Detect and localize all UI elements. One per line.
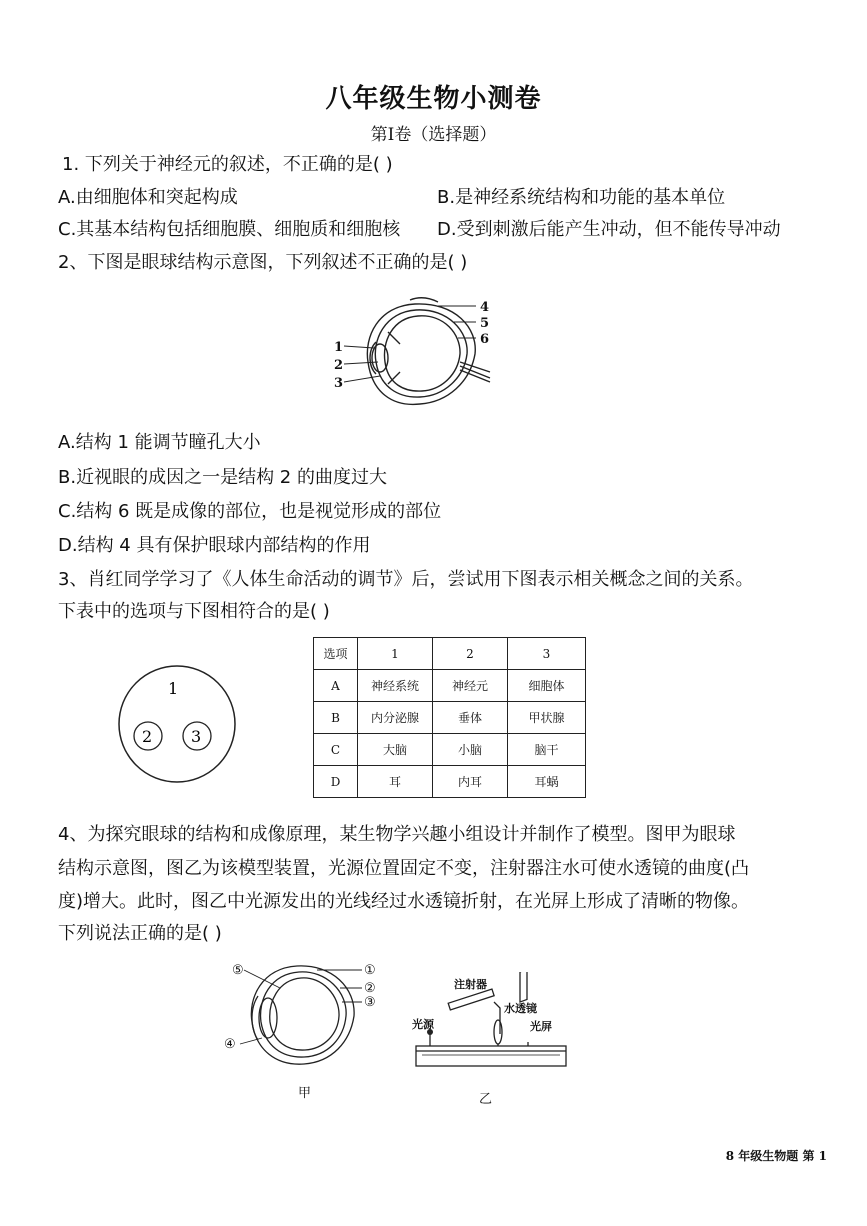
circle-label-2: 2 — [142, 727, 153, 746]
eye-label-4: 4 — [480, 300, 490, 315]
q3-stem-line2: 下表中的选项与下图相符合的是( ) — [58, 601, 330, 622]
q1-option-c: C.其基本结构包括细胞膜、细胞质和细胞核 — [58, 219, 401, 240]
eye-label-2: 2 — [334, 358, 344, 373]
table-cell: 耳 — [358, 766, 433, 798]
options-table — [313, 637, 586, 798]
q3-stem-line1: 3、肖红同学学习了《人体生命活动的调节》后，尝试用下图表示相关概念之间的关系。 — [58, 569, 754, 590]
light-source-label: 光源 — [412, 1018, 434, 1031]
table-header-cell: 选项 — [314, 638, 358, 670]
table-cell: D — [314, 766, 358, 798]
table-header-cell: 2 — [433, 638, 508, 670]
q1-option-d: D.受到刺激后能产生冲动，但不能传导冲动 — [437, 219, 781, 240]
circle-label-1: 1 — [168, 679, 179, 698]
syringe-label: 注射器 — [454, 978, 487, 991]
eye-label-6: 6 — [480, 332, 490, 347]
table-cell: C — [314, 734, 358, 766]
q2-option-a: A.结构 1 能调节瞳孔大小 — [58, 432, 261, 453]
table-cell: 甲状腺 — [508, 702, 586, 734]
table-cell: 大脑 — [358, 734, 433, 766]
fig-a-label-4: ④ — [224, 1037, 236, 1052]
water-lens-label: 水透镜 — [504, 1002, 537, 1015]
eye-label-3: 3 — [334, 376, 344, 391]
page-title: 八年级生物小测卷 — [325, 84, 542, 114]
table-cell: B — [314, 702, 358, 734]
table-cell: 神经系统 — [358, 670, 433, 702]
page-footer: 8 年级生物题 第 1 — [725, 1149, 827, 1163]
table-cell: 小脑 — [433, 734, 508, 766]
q1-stem: 1. 下列关于神经元的叙述，不正确的是( ) — [62, 154, 393, 175]
table-cell: 内耳 — [433, 766, 508, 798]
table-header-cell: 3 — [508, 638, 586, 670]
fig-a-label-3: ③ — [364, 995, 376, 1010]
fig-a-label-2: ② — [364, 981, 376, 996]
table-cell: 神经元 — [433, 670, 508, 702]
circle-label-3: 3 — [191, 727, 202, 746]
table-header-row — [314, 638, 586, 670]
table-header-cell: 1 — [358, 638, 433, 670]
q2-option-c: C.结构 6 既是成像的部位，也是视觉形成的部位 — [58, 501, 442, 522]
concept-circle-diagram — [115, 662, 240, 787]
eye-label-5: 5 — [480, 316, 490, 331]
figure-a-caption: 甲 — [298, 1086, 312, 1101]
table-row — [314, 766, 586, 798]
figure-b-caption: 乙 — [479, 1092, 493, 1107]
q4-stem-line1: 4、为探究眼球的结构和成像原理，某生物学兴趣小组设计并制作了模型。图甲为眼球 — [58, 824, 736, 845]
q2-stem: 2、下图是眼球结构示意图，下列叙述不正确的是( ) — [58, 252, 468, 273]
q4-stem-line4: 下列说法正确的是( ) — [58, 923, 222, 944]
q2-option-b: B.近视眼的成因之一是结构 2 的曲度过大 — [58, 467, 387, 488]
table-cell: 垂体 — [433, 702, 508, 734]
fig-a-label-1: ① — [364, 963, 376, 978]
screen-label: 光屏 — [530, 1020, 552, 1033]
table-row — [314, 734, 586, 766]
eye-structure-figure-a — [222, 958, 387, 1078]
eye-label-1: 1 — [334, 340, 344, 355]
lens-model-figure-b — [410, 972, 575, 1072]
page-subtitle: 第Ⅰ卷（选择题） — [370, 125, 497, 145]
q4-stem-line2: 结构示意图，图乙为该模型装置，光源位置固定不变，注射器注水可使水透镜的曲度(凸 — [58, 858, 750, 879]
table-cell: 耳蜗 — [508, 766, 586, 798]
table-cell: 细胞体 — [508, 670, 586, 702]
table-cell: A — [314, 670, 358, 702]
q4-stem-line3: 度)增大。此时，图乙中光源发出的光线经过水透镜折射，在光屏上形成了清晰的物像。 — [58, 891, 750, 912]
table-row — [314, 702, 586, 734]
table-cell: 内分泌腺 — [358, 702, 433, 734]
q2-option-d: D.结构 4 具有保护眼球内部结构的作用 — [58, 535, 371, 556]
eye-diagram — [330, 292, 500, 417]
q1-option-a: A.由细胞体和突起构成 — [58, 187, 238, 208]
table-row — [314, 670, 586, 702]
table-cell: 脑干 — [508, 734, 586, 766]
q1-option-b: B.是神经系统结构和功能的基本单位 — [437, 187, 726, 208]
fig-a-label-5: ⑤ — [232, 963, 244, 978]
